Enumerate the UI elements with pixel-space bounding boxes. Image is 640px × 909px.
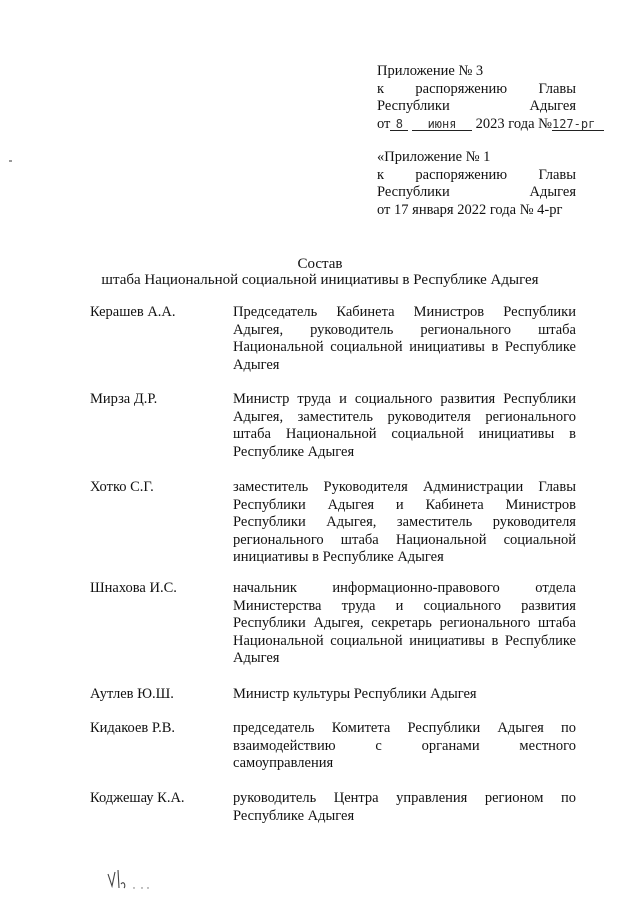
- role-word: инициативы: [478, 426, 555, 443]
- appendix-1-order-line: [377, 167, 576, 185]
- word-k: к: [377, 80, 385, 97]
- role-word: Адыгея,: [313, 615, 364, 632]
- member-name: Шнахова И.С.: [90, 580, 177, 596]
- appendix-1-title: «Приложение № 1: [377, 149, 491, 165]
- role-word: Адыгея: [497, 720, 544, 736]
- member-role: [233, 686, 576, 704]
- role-word: социальной: [330, 632, 403, 649]
- role-word: секретарь: [371, 615, 432, 632]
- role-word: регионального: [485, 408, 576, 425]
- role-line: Министр культуры Республики Адыгея: [233, 686, 477, 702]
- role-word: Министров: [413, 304, 485, 320]
- role-line: [233, 409, 576, 427]
- role-word: штаба: [340, 531, 379, 548]
- role-word: Кабинета: [425, 496, 484, 513]
- role-word: с: [375, 737, 382, 754]
- role-word: Адыгея,: [233, 321, 284, 338]
- appendix-3-title: Приложение № 3: [377, 63, 484, 79]
- member-name: Аутлев Ю.Ш.: [90, 686, 174, 702]
- role-word: регионом: [484, 790, 544, 806]
- role-word: социальной: [503, 531, 576, 548]
- member-role: [233, 790, 576, 825]
- role-word: развития: [440, 391, 496, 407]
- appendix-3-republic-line: [377, 98, 576, 116]
- role-word: Республики: [503, 304, 576, 320]
- role-word: Республики: [407, 720, 481, 736]
- role-line: [233, 580, 576, 598]
- role-word: штаба: [233, 426, 271, 443]
- date-day-value: 8: [395, 116, 404, 131]
- role-word: по: [560, 790, 576, 806]
- word-adygea: Адыгея: [529, 98, 576, 115]
- word-republic: Республики: [377, 98, 450, 115]
- member-role: [233, 479, 576, 567]
- appendix-3-date-line: [377, 115, 596, 134]
- role-word: Национальной: [233, 632, 324, 649]
- role-line: [233, 720, 576, 738]
- role-word: председатель: [233, 720, 315, 736]
- role-word: Адыгея: [327, 496, 375, 513]
- role-line: [233, 304, 576, 322]
- role-line: инициативы в Республике Адыгея: [233, 549, 444, 566]
- role-word: Национальной: [285, 426, 377, 443]
- role-word: Министров: [505, 496, 576, 513]
- date-year-text: 2023 года №: [475, 115, 552, 132]
- role-word: труда: [341, 597, 376, 614]
- word-k: к: [377, 166, 385, 183]
- role-word: в: [491, 339, 499, 356]
- word-order: распоряжению: [415, 166, 508, 183]
- role-word: Комитета: [331, 720, 391, 736]
- role-word: заместитель: [396, 514, 473, 531]
- member-role: [233, 720, 576, 773]
- date-month-value: июня: [427, 116, 457, 131]
- role-word: Национальной: [395, 531, 487, 548]
- role-line: [233, 514, 576, 532]
- role-line: Республике Адыгея: [233, 807, 355, 824]
- role-word: руководителя: [387, 408, 471, 425]
- appendix-1-republic-line: [377, 184, 576, 202]
- role-word: Министр: [233, 391, 290, 407]
- appendix-3-order-line: [377, 81, 576, 99]
- role-word: по: [560, 720, 576, 736]
- role-word: и: [339, 391, 347, 407]
- role-word: социальной: [391, 426, 464, 443]
- role-line: Адыгея: [233, 356, 280, 373]
- role-word: Министерства: [233, 597, 322, 614]
- role-word: социального: [423, 597, 501, 614]
- member-role: [233, 304, 576, 374]
- role-word: регионального: [233, 531, 324, 548]
- role-word: развития: [521, 597, 576, 614]
- word-head: Главы: [538, 80, 576, 97]
- role-line: Республике Адыгея: [233, 443, 355, 460]
- role-word: начальник: [233, 580, 297, 596]
- appendix-1-header: [377, 149, 576, 219]
- role-word: инициативы: [409, 339, 485, 356]
- role-word: штаба: [538, 615, 576, 632]
- word-head: Главы: [538, 166, 576, 183]
- member-name: Кидакоев Р.В.: [90, 720, 176, 736]
- role-word: управления: [396, 790, 468, 806]
- role-word: информационно-правового: [332, 580, 500, 596]
- role-word: Республики: [503, 391, 576, 407]
- role-word: заместитель: [297, 408, 373, 425]
- scan-speck: [9, 160, 12, 162]
- role-line: [233, 322, 576, 340]
- appendix-1-date-line: от 17 января 2022 года № 4-рг: [377, 201, 563, 218]
- role-word: и: [395, 496, 404, 513]
- role-word: местного: [519, 737, 576, 754]
- member-name: Коджешау К.А.: [90, 790, 185, 806]
- role-word: Центра: [333, 790, 379, 806]
- role-word: Руководителя: [323, 479, 408, 495]
- role-word: и: [395, 597, 404, 614]
- member-role: [233, 580, 576, 668]
- role-word: отдела: [535, 580, 576, 596]
- word-adygea: Адыгея: [529, 184, 576, 201]
- role-word: руководителя: [492, 514, 576, 531]
- role-word: Республики: [233, 514, 306, 531]
- role-line: [233, 426, 576, 444]
- date-day-field: [390, 116, 408, 131]
- member-name: Хотко С.Г.: [90, 479, 154, 495]
- date-prefix: от: [377, 115, 391, 132]
- role-line: [233, 497, 576, 515]
- role-word: социальной: [330, 339, 403, 356]
- role-word: Главы: [538, 479, 576, 495]
- role-word: заместитель: [233, 479, 309, 495]
- role-line: Адыгея: [233, 650, 280, 667]
- role-word: регионального: [439, 615, 531, 632]
- role-line: [233, 532, 576, 550]
- order-number-field: [552, 116, 604, 131]
- word-republic: Республики: [377, 184, 450, 201]
- member-name: Мирза Д.Р.: [90, 391, 158, 407]
- role-word: в: [569, 426, 576, 443]
- role-word: Адыгея,: [326, 514, 377, 531]
- role-word: Республике: [504, 632, 576, 649]
- role-line: [233, 479, 576, 497]
- role-line: [233, 615, 576, 633]
- role-word: руководитель: [233, 790, 317, 806]
- role-word: труда: [297, 391, 332, 407]
- document-title: Состав: [297, 256, 343, 272]
- role-word: инициативы: [409, 632, 485, 649]
- role-line: [233, 790, 576, 808]
- role-word: руководитель: [310, 321, 394, 338]
- role-word: регионального: [420, 321, 512, 338]
- role-word: Председатель: [233, 304, 318, 320]
- role-word: Национальной: [233, 339, 324, 356]
- handwritten-mark-icon: [104, 866, 152, 892]
- role-word: органами: [421, 737, 480, 754]
- role-word: Администрации: [422, 479, 524, 495]
- member-role: [233, 391, 576, 461]
- role-word: социального: [354, 391, 433, 407]
- role-line: [233, 633, 576, 651]
- document-subtitle: штаба Национальной социальной инициативы в Республике Адыгея: [101, 272, 539, 288]
- role-word: в: [491, 632, 499, 649]
- role-word: штаба: [538, 321, 576, 338]
- role-word: Республики: [233, 615, 306, 632]
- role-line: самоуправления: [233, 755, 334, 772]
- role-word: Республики: [233, 496, 306, 513]
- role-line: [233, 339, 576, 357]
- role-line: [233, 391, 576, 409]
- role-word: Адыгея,: [233, 408, 284, 425]
- role-line: [233, 738, 576, 756]
- word-order: распоряжению: [415, 80, 508, 97]
- appendix-3-header: [377, 63, 596, 133]
- role-word: Кабинета: [336, 304, 395, 320]
- role-word: взаимодействию: [233, 737, 336, 754]
- role-line: [233, 598, 576, 616]
- order-number-value: 127-рг: [551, 116, 596, 131]
- role-word: Республике: [504, 339, 576, 356]
- member-name: Керашев А.А.: [90, 304, 176, 320]
- date-month-field: [412, 116, 472, 131]
